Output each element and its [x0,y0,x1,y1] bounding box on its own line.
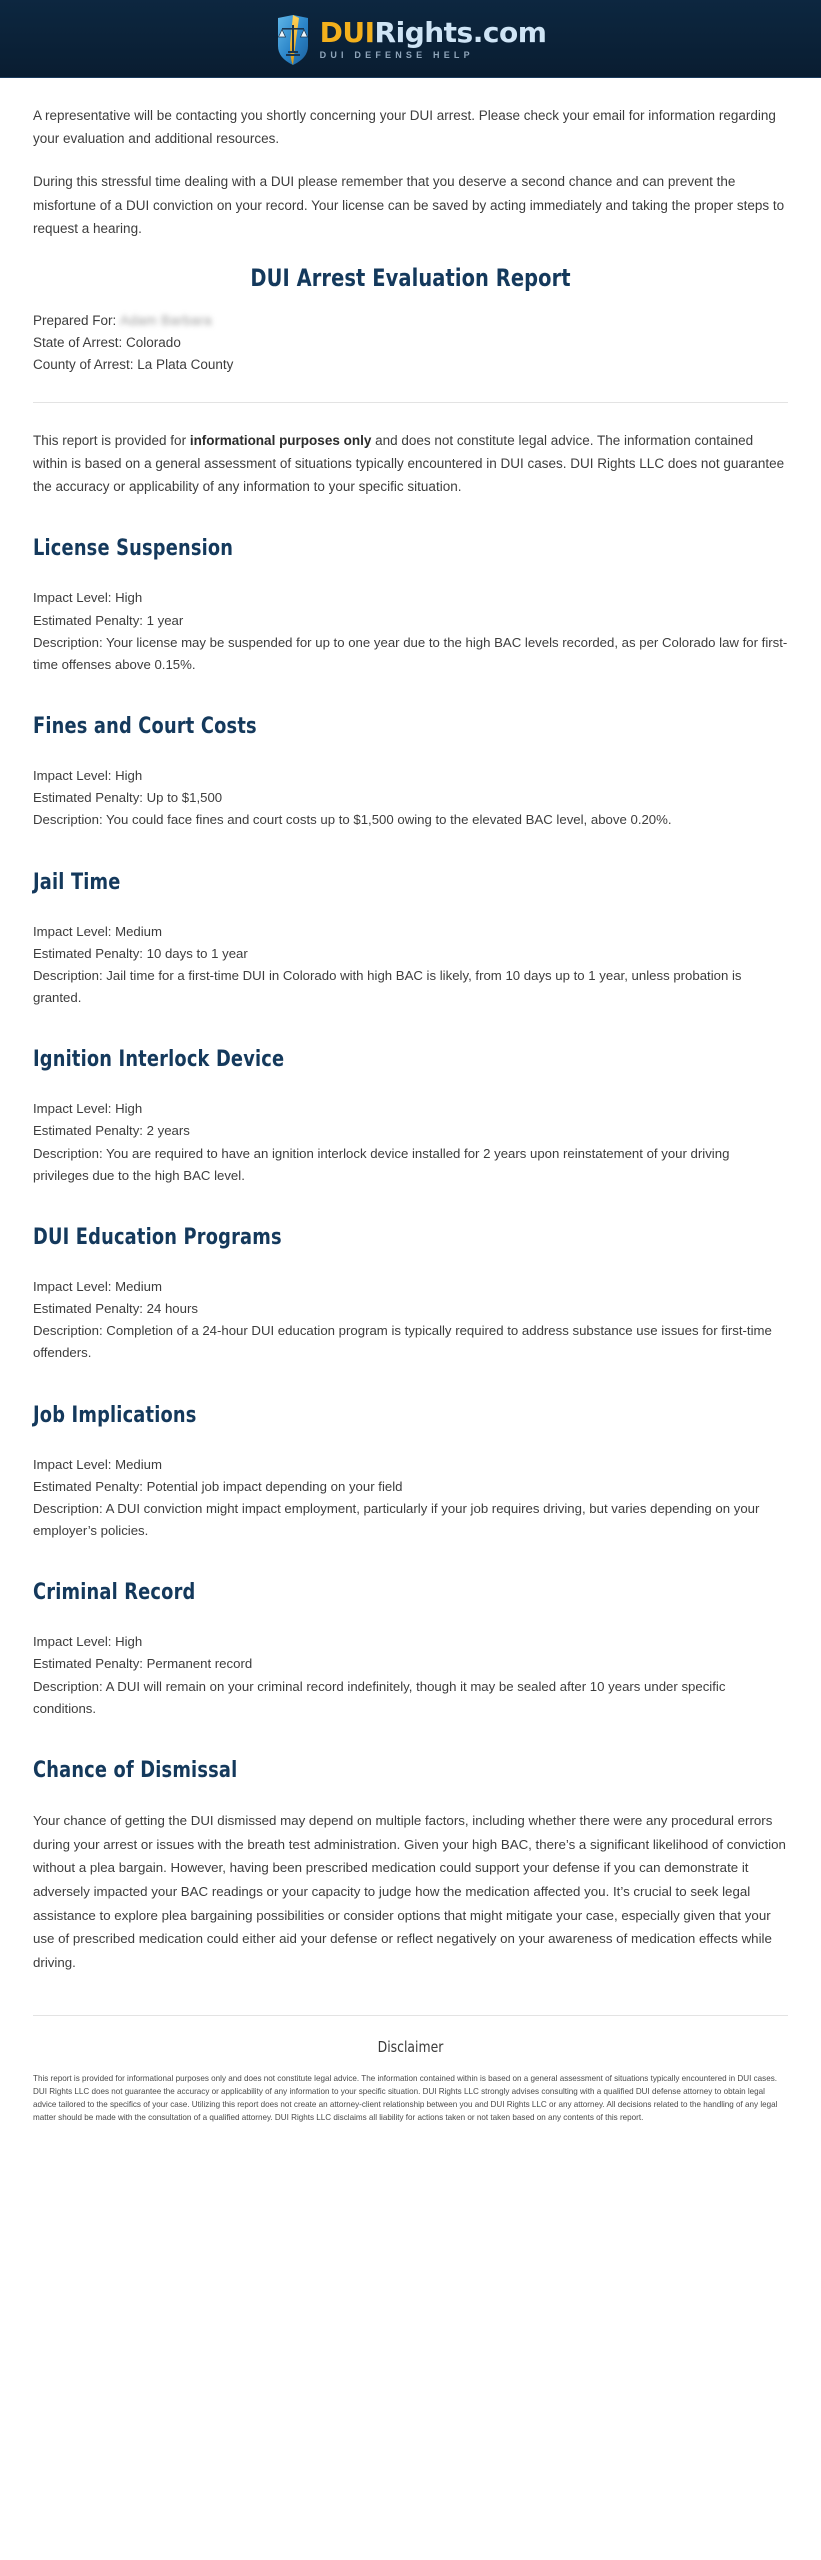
intro-paragraph-1: A representative will be contacting you shortly concerning your DUI arrest. Please check your email for information regarding your evaluation and additional resources. [33,108,776,147]
logo-text [319,16,547,60]
impact-level: Impact Level: High [33,1634,143,1650]
notice-rest: and does not constitute legal advice. The information contained within is based on a general assessment of situations typically encountered in DUI cases. DUI Rights LLC does not guarantee the accuracy or applicability of any information to your specific situation. [33,432,785,495]
logo-wordmark-dui: DUI [319,16,375,49]
logo-wordmark [319,16,547,49]
impact-level: Impact Level: Medium [33,923,162,939]
estimated-penalty: Estimated Penalty: 10 days to 1 year [33,945,248,961]
notice-lead: This report is provided for [33,432,190,448]
report-content [33,78,788,2154]
report-meta [33,310,788,376]
section-description: Description: Jail time for a first-time DUI in Colorado with high BAC is likely, from 10 days up to 1 year, unless probation is granted. [33,967,742,1006]
scales-of-justice-shield-icon [275,14,311,66]
section-description: Description: You could face fines and court costs up to $1,500 owing to the elevated BAC level, above 0.20%. [33,812,672,828]
disclaimer-body: This report is provided for informational purposes only and does not constitute legal advice. The information contained within is based on a general assessment of situations typically encountered in DUI cases. DUI Rights LLC does not guarantee the accuracy or applicability of any information to your specific situation. DUI Rights LLC strongly advises consulting with a qualified DUI defense attorney to obtain legal advice tailored to the specifics of your case. Utilizing this report does not create an attorney-client relationship between you and DUI Rights LLC or any attorney. All decisions related to the handling of any legal matter should be made with the consultation of a qualified attorney. DUI Rights LLC disclaims all liability for actions taken or not taken based on any contents of this report. [33,2073,778,2122]
impact-level: Impact Level: Medium [33,1278,162,1294]
divider [33,402,788,403]
estimated-penalty: Estimated Penalty: Up to $1,500 [33,790,223,806]
section-heading: License Suspension [33,536,234,562]
prepared-for-label: Prepared For: [33,313,117,329]
section-details [33,1276,788,1365]
impact-level: Impact Level: High [33,768,143,784]
section-heading: Ignition Interlock Device [33,1047,285,1073]
penalty-section [33,870,788,1010]
chance-of-dismissal-section [33,1758,788,1975]
dismissal-paragraph: Your chance of getting the DUI dismissed may depend on multiple factors, including whether there were any procedural errors during your arrest or issues with the breath test administration. Given your high BAC, there’s a significant likelihood of conviction without a plea bargain. However, having been prescribed medication could support your defense if you can demonstrate it adversely impacted your BAC readings or your capacity to judge how the medication affected you. It’s crucial to seek legal assistance to explore plea bargaining possibilities or consider options that might mitigate your case, especially given that your use of prescribed medication could either aid your defense or reflect negatively on your awareness of medication effects while driving. [33,1812,786,1970]
penalty-section [33,714,788,832]
site-logo[interactable] [275,14,547,66]
state-of-arrest-line: State of Arrest: Colorado [33,334,181,350]
section-description: Description: Completion of a 24-hour DUI education program is typically required to address substance use issues for first-time offenders. [33,1323,772,1361]
estimated-penalty: Estimated Penalty: 1 year [33,612,184,628]
section-description: Description: Your license may be suspended for up to one year due to the high BAC levels recorded, as per Colorado law for first-time offenses above 0.15%. [33,634,788,672]
estimated-penalty: Estimated Penalty: Potential job impact depending on your field [33,1478,403,1494]
estimated-penalty: Estimated Penalty: 2 years [33,1123,190,1139]
logo-tagline: DUI DEFENSE HELP [319,50,474,60]
section-heading: Fines and Court Costs [33,714,257,740]
disclaimer-heading: Disclaimer [377,2037,444,2056]
penalty-section [33,1047,788,1187]
section-details [33,1454,788,1543]
prepared-for-value-redacted: Adam Barbara [120,313,212,329]
estimated-penalty: Estimated Penalty: Permanent record [33,1656,253,1672]
section-details [33,587,788,676]
section-details [33,765,788,832]
page-title: DUI Arrest Evaluation Report [250,264,571,293]
section-description: Description: A DUI will remain on your criminal record indefinitely, though it may be sealed after 10 years under specific conditions. [33,1678,726,1716]
section-details [33,1098,788,1187]
notice-emphasis: informational purposes only [189,432,372,448]
penalty-section [33,1403,788,1543]
estimated-penalty: Estimated Penalty: 24 hours [33,1301,198,1317]
report-page [0,78,821,2154]
section-heading: Jail Time [33,869,121,895]
penalty-section [33,536,788,676]
section-heading: Chance of Dismissal [33,1757,238,1783]
section-heading: Criminal Record [33,1580,196,1606]
section-description: Description: A DUI conviction might impact employment, particularly if your job requires driving, but varies depending on your employer’s policies. [33,1500,760,1539]
intro-paragraph-2: During this stressful time dealing with a DUI please remember that you deserve a second chance and can prevent the misfortune of a DUI conviction on your record. Your license can be saved by acting immediately and taking the proper steps to request a hearing. [33,174,785,236]
section-heading: DUI Education Programs [33,1224,282,1250]
section-details [33,921,788,1010]
logo-wordmark-rights: Rights.com [374,16,547,49]
impact-level: Impact Level: High [33,590,143,606]
county-of-arrest-line: County of Arrest: La Plata County [33,356,234,372]
informational-notice [33,429,788,499]
penalty-section [33,1580,788,1720]
impact-level: Impact Level: High [33,1101,143,1117]
section-heading: Job Implications [33,1402,197,1428]
disclaimer-footer [33,2015,788,2154]
section-description: Description: You are required to have an ignition interlock device installed for 2 years upon reinstatement of your driving privileges due to the high BAC level. [33,1145,730,1183]
section-details [33,1631,788,1720]
penalty-section [33,1225,788,1365]
prepared-for-line [33,310,788,332]
site-header [0,0,821,78]
impact-level: Impact Level: Medium [33,1456,162,1472]
